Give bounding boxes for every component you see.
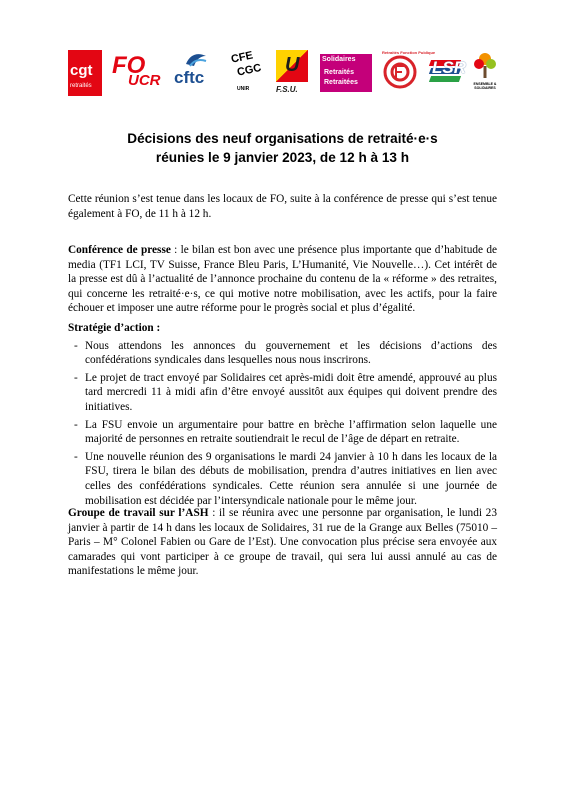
fo-logo-text: FO — [112, 52, 146, 79]
strategie-section — [68, 321, 497, 508]
cgt-logo-text: cgt — [70, 62, 93, 79]
lsr-logo-text: LSR — [432, 58, 466, 77]
cftc-logo-text: cftc — [174, 68, 205, 87]
fo-ucr-logo — [110, 50, 166, 96]
presse-text: : le bilan est bon avec une présence plus importante que d’habitude de media (TF1 LCI, TV Suisse, France Bleu Paris, L’Humanité, Vie Nouvelle…). Cet intérêt de la presse est dû à l’actualité de l’annonce prochaine du contenu de la « réforme » des retraites, qui concerne les retraité·e·s, ce qui motive notre mobilisation, avec les actifs, pour la faire échouer et imposer une autre réforme pour le progrès social et plus d’égalité. — [68, 244, 497, 315]
intro-text: Cette réunion s’est tenue dans les locaux de FO, suite à la conférence de presse qui s’est tenue également à FO, de 11 h à 12 h. — [68, 193, 497, 220]
list-item-text: La FSU envoie un argumentaire pour battre en brèche l’affirmation selon laquelle une majorité de personnes en retraite soutiendrait le recul de l’âge de départ en retraite. — [85, 418, 497, 446]
list-item — [68, 371, 497, 415]
cfe-logo-text: CFE — [230, 49, 255, 66]
page-title — [0, 129, 565, 167]
fgr-fp-logo — [380, 50, 436, 96]
lsr-logo — [428, 50, 464, 96]
cgt-logo-subtext: retraités — [70, 83, 92, 89]
dash-bullet: - — [74, 339, 78, 352]
dash-bullet: - — [74, 418, 78, 431]
list-item — [68, 339, 497, 368]
fgr-fp-logo-text: Retraités Fonction Publique — [382, 50, 436, 55]
list-item-text: Nous attendons les annonces du gouvernement et les décisions d’actions des confédérations syndicales dans lesquelles nous nous inscrirons. — [85, 339, 497, 367]
intro-paragraph — [68, 192, 497, 221]
ucr-logo-text: UCR — [128, 72, 161, 89]
ash-paragraph — [68, 506, 497, 579]
ash-text: : il se réunira avec une personne par organisation, le lundi 23 janvier à partir de 14 h dans les locaux de Solidaires, 31 rue de la Grange aux Belles (75010 – Paris – M° Colonel Fabien ou Gare de l’Est). Une convocation plus précise sera envoyée aux camarades qui vont participer à ce groupe de travail, qui sera lui aussi annulé au cas de manifestations le même jour. — [68, 507, 497, 578]
presse-label: Conférence de presse — [68, 244, 171, 256]
fsu-logo-letter: U — [285, 54, 300, 76]
list-item — [68, 450, 497, 508]
presse-section — [68, 243, 497, 316]
bird-icon — [184, 52, 208, 68]
unir-logo-text: UNIR — [237, 86, 250, 92]
solidaires-logo-text: Solidaires — [322, 56, 356, 63]
list-item — [68, 418, 497, 447]
cfe-cgc-logo — [228, 50, 264, 96]
solidaires-logo-line3: Retraitées — [324, 79, 358, 86]
dash-bullet: - — [74, 450, 78, 463]
title-line-2: réunies le 9 janvier 2023, de 12 h à 13 h — [155, 150, 410, 165]
ash-section — [68, 506, 497, 579]
presse-paragraph — [68, 243, 497, 316]
cgc-logo-text: CGC — [236, 61, 263, 79]
tree-icon — [472, 50, 498, 80]
title-line-1: Décisions des neuf organisations de retraité·e·s — [127, 131, 438, 146]
logo-row — [68, 50, 500, 98]
list-item-text: Une nouvelle réunion des 9 organisations le mardi 24 janvier à 10 h dans les locaux de la FSU, tirera le bilan des débuts de mobilisation, prendra d’autres initiatives en lien avec celles des confédérations syndicales. Cette réunion sera annulée si une journée de mobilisation est décidée par l’intersyndicale nationale pour le même jour. — [85, 450, 497, 507]
fgr-fp-emblem — [380, 50, 420, 94]
dash-bullet: - — [74, 371, 78, 384]
fsu-logo-text: F.S.U. — [276, 85, 298, 94]
solidaires-logo — [320, 54, 372, 92]
ash-label: Groupe de travail sur l’ASH — [68, 507, 209, 519]
list-item-text: Le projet de tract envoyé par Solidaires cet après-midi doit être amendé, approuvé au plus tard mercredi 11 à midi afin d’être envoyé aussitôt aux équipes qui doivent prendre des initiatives. — [85, 371, 497, 413]
fsu-logo — [272, 50, 312, 96]
cgt-logo — [68, 50, 102, 96]
cftc-logo — [174, 50, 220, 96]
ensemble-logo-text: ENSEMBLE & SOLIDAIRES — [473, 82, 497, 90]
solidaires-logo-line2: Retraités — [324, 69, 354, 76]
ensemble-solidaires-logo — [470, 50, 500, 96]
strategie-heading: Stratégie d’action : — [68, 322, 161, 334]
